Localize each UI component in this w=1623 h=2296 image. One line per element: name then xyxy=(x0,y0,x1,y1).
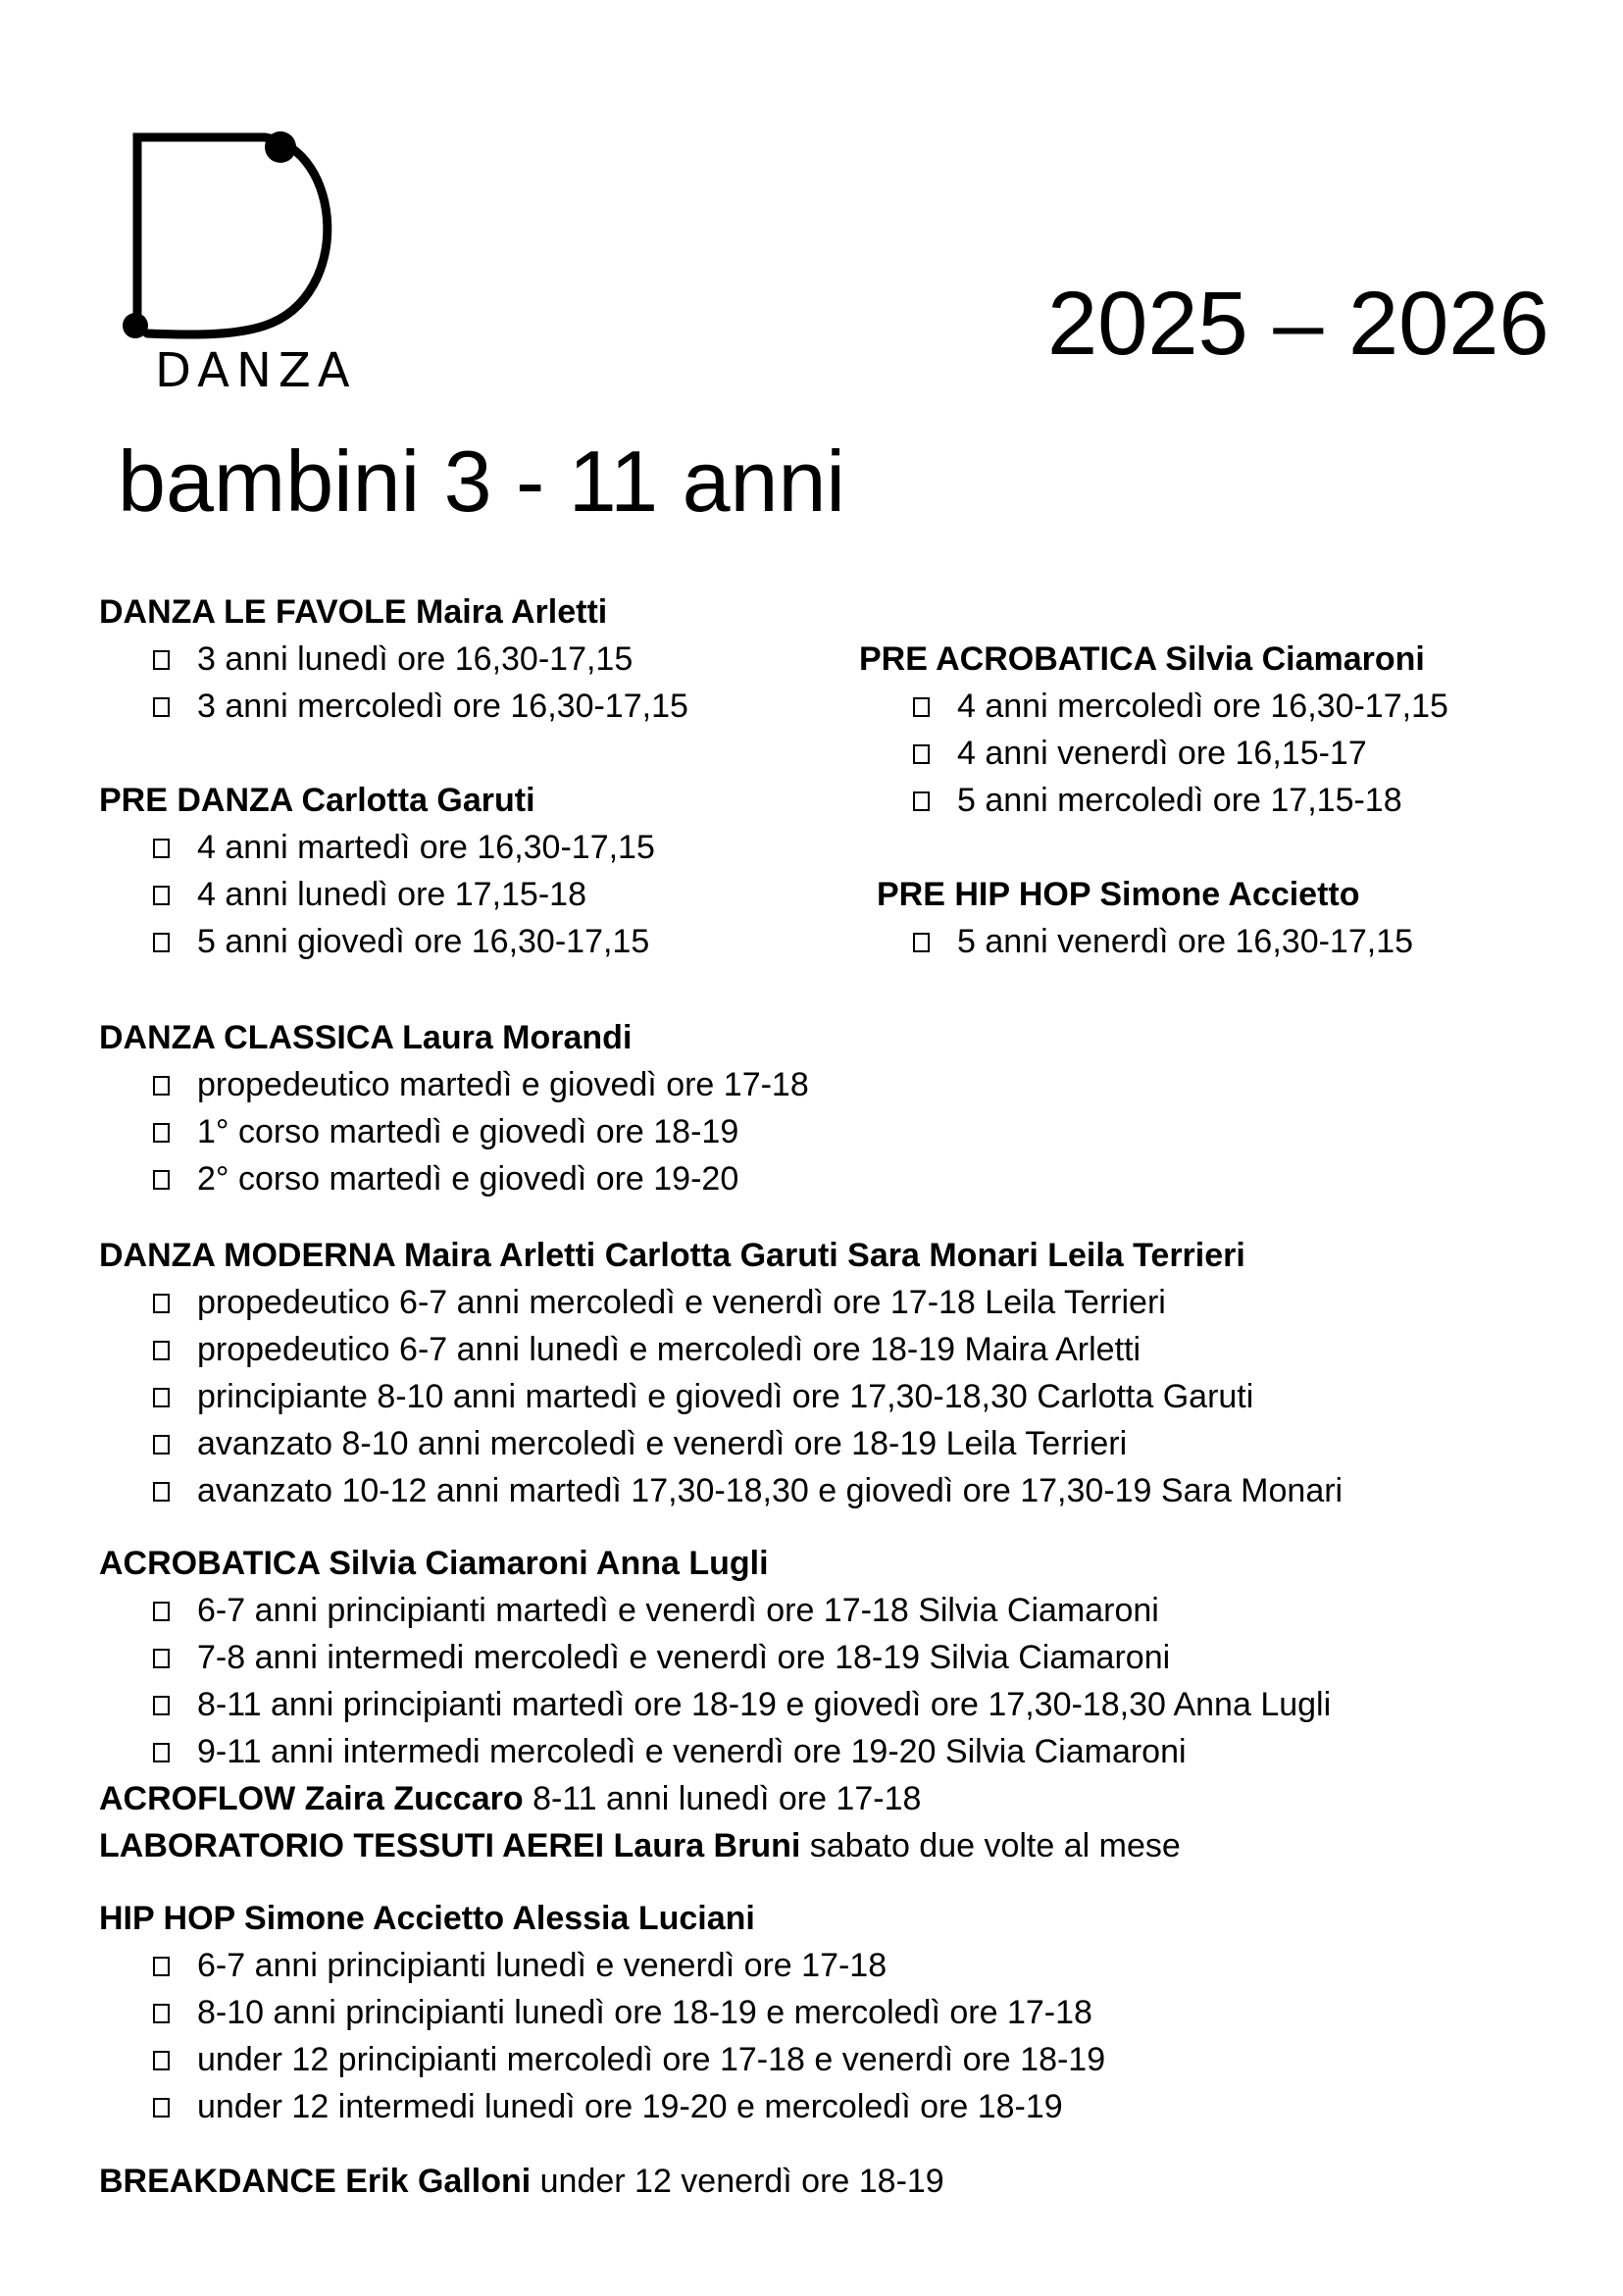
tessuti-title: LABORATORIO TESSUTI AEREI Laura Bruni xyxy=(99,1827,801,1864)
schedule-list xyxy=(99,1942,1105,2130)
checkbox-icon xyxy=(153,1435,170,1454)
checkbox-icon xyxy=(913,933,930,952)
checkbox-icon xyxy=(153,1602,170,1621)
danza-logo xyxy=(118,120,357,404)
section-breakdance xyxy=(99,2158,944,2205)
checkbox-icon xyxy=(913,697,930,717)
checkbox-icon xyxy=(153,1649,170,1668)
section-danza-moderna xyxy=(99,1232,1343,1514)
section-title: PRE DANZA Carlotta Garuti xyxy=(99,782,535,819)
checkbox-icon xyxy=(153,1123,170,1143)
checkbox-icon xyxy=(153,1696,170,1715)
breakdance-title: BREAKDANCE Erik Galloni xyxy=(99,2163,532,2200)
schedule-item: principiante 8-10 anni martedì e giovedì ore 17,30-18,30 Carlotta Garuti xyxy=(99,1373,1343,1420)
acroflow-detail: 8-11 anni lunedì ore 17-18 xyxy=(533,1780,922,1817)
schedule-list xyxy=(99,1061,809,1202)
checkbox-icon xyxy=(153,1294,170,1313)
section-title: DANZA LE FAVOLE Maira Arletti xyxy=(99,593,608,631)
acroflow-title: ACROFLOW Zaira Zuccaro xyxy=(99,1780,524,1817)
section-pre-acrobatica xyxy=(859,636,1448,824)
schedule-item: 5 anni giovedì ore 16,30-17,15 xyxy=(99,918,655,965)
tessuti-row xyxy=(99,1822,1331,1869)
section-pre-danza xyxy=(99,777,655,965)
logo-text: DANZA xyxy=(155,343,357,398)
schedule-item: 6-7 anni principianti lunedì e venerdì ore 17-18 xyxy=(99,1942,1105,1989)
schedule-item: under 12 intermedi lunedì ore 19-20 e mercoledì ore 18-19 xyxy=(99,2083,1105,2130)
schedule-item: 5 anni mercoledì ore 17,15-18 xyxy=(859,777,1448,824)
breakdance-detail: under 12 venerdì ore 18-19 xyxy=(539,2163,944,2200)
checkbox-icon xyxy=(153,650,170,670)
checkbox-icon xyxy=(153,697,170,717)
danza-logo-mark-icon xyxy=(118,120,353,355)
acroflow-row xyxy=(99,1775,1331,1822)
schedule-item: 1° corso martedì e giovedì ore 18-19 xyxy=(99,1108,809,1155)
schedule-list xyxy=(859,918,1413,965)
section-title: DANZA MODERNA Maira Arletti Carlotta Garuti Sara Monari Leila Terrieri xyxy=(99,1237,1245,1274)
schedule-list xyxy=(99,824,655,965)
schedule-item: under 12 principianti mercoledì ore 17-18 e venerdì ore 18-19 xyxy=(99,2036,1105,2083)
section-danza-le-favole xyxy=(99,588,688,730)
schedule-item: 4 anni lunedì ore 17,15-18 xyxy=(99,871,655,918)
breakdance-row xyxy=(99,2158,944,2205)
schedule-item: 5 anni venerdì ore 16,30-17,15 xyxy=(859,918,1413,965)
section-danza-classica xyxy=(99,1014,809,1202)
schedule-list xyxy=(99,636,688,730)
schedule-item: avanzato 10-12 anni martedì 17,30-18,30 e giovedì ore 17,30-19 Sara Monari xyxy=(99,1467,1343,1514)
schedule-item: 3 anni lunedì ore 16,30-17,15 xyxy=(99,636,688,683)
checkbox-icon xyxy=(153,1170,170,1190)
schedule-item: 3 anni mercoledì ore 16,30-17,15 xyxy=(99,683,688,730)
section-title: PRE ACROBATICA Silvia Ciamaroni xyxy=(859,640,1425,678)
schedule-list xyxy=(99,1279,1343,1514)
checkbox-icon xyxy=(153,1957,170,1976)
schedule-list xyxy=(99,1587,1331,1775)
page-subtitle: bambini 3 - 11 anni xyxy=(118,433,845,530)
section-title: HIP HOP Simone Accietto Alessia Luciani xyxy=(99,1900,755,1937)
schedule-item: propedeutico martedì e giovedì ore 17-18 xyxy=(99,1061,809,1108)
checkbox-icon xyxy=(153,1341,170,1360)
season-year: 2025 – 2026 xyxy=(1047,274,1549,374)
section-title: ACROBATICA Silvia Ciamaroni Anna Lugli xyxy=(99,1545,769,1582)
schedule-item: avanzato 8-10 anni mercoledì e venerdì ore 18-19 Leila Terrieri xyxy=(99,1420,1343,1467)
section-hip-hop xyxy=(99,1895,1105,2130)
schedule-item: 9-11 anni intermedi mercoledì e venerdì ore 19-20 Silvia Ciamaroni xyxy=(99,1728,1331,1775)
checkbox-icon xyxy=(913,744,930,764)
schedule-item: 7-8 anni intermedi mercoledì e venerdì ore 18-19 Silvia Ciamaroni xyxy=(99,1634,1331,1681)
schedule-list xyxy=(859,683,1448,824)
checkbox-icon xyxy=(153,886,170,905)
checkbox-icon xyxy=(153,1482,170,1502)
schedule-item: 8-10 anni principianti lunedì ore 18-19 e mercoledì ore 17-18 xyxy=(99,1989,1105,2036)
section-title: PRE HIP HOP Simone Accietto xyxy=(877,876,1360,913)
schedule-item: 8-11 anni principianti martedì ore 18-19 e giovedì ore 17,30-18,30 Anna Lugli xyxy=(99,1681,1331,1728)
schedule-item: 4 anni martedì ore 16,30-17,15 xyxy=(99,824,655,871)
schedule-item: 4 anni venerdì ore 16,15-17 xyxy=(859,730,1448,777)
section-pre-hip-hop xyxy=(877,871,1413,965)
tessuti-detail: sabato due volte al mese xyxy=(809,1827,1181,1864)
schedule-item: 2° corso martedì e giovedì ore 19-20 xyxy=(99,1155,809,1202)
schedule-item: 4 anni mercoledì ore 16,30-17,15 xyxy=(859,683,1448,730)
checkbox-icon xyxy=(153,2004,170,2023)
schedule-item: propedeutico 6-7 anni lunedì e mercoledì ore 18-19 Maira Arletti xyxy=(99,1326,1343,1373)
checkbox-icon xyxy=(913,791,930,811)
section-acrobatica xyxy=(99,1540,1331,1869)
schedule-item: 6-7 anni principianti martedì e venerdì ore 17-18 Silvia Ciamaroni xyxy=(99,1587,1331,1634)
checkbox-icon xyxy=(153,1743,170,1762)
section-title: DANZA CLASSICA Laura Morandi xyxy=(99,1019,633,1056)
checkbox-icon xyxy=(153,2051,170,2070)
checkbox-icon xyxy=(153,933,170,952)
checkbox-icon xyxy=(153,839,170,858)
checkbox-icon xyxy=(153,1076,170,1096)
checkbox-icon xyxy=(153,1388,170,1407)
schedule-item: propedeutico 6-7 anni mercoledì e venerdì ore 17-18 Leila Terrieri xyxy=(99,1279,1343,1326)
checkbox-icon xyxy=(153,2098,170,2117)
